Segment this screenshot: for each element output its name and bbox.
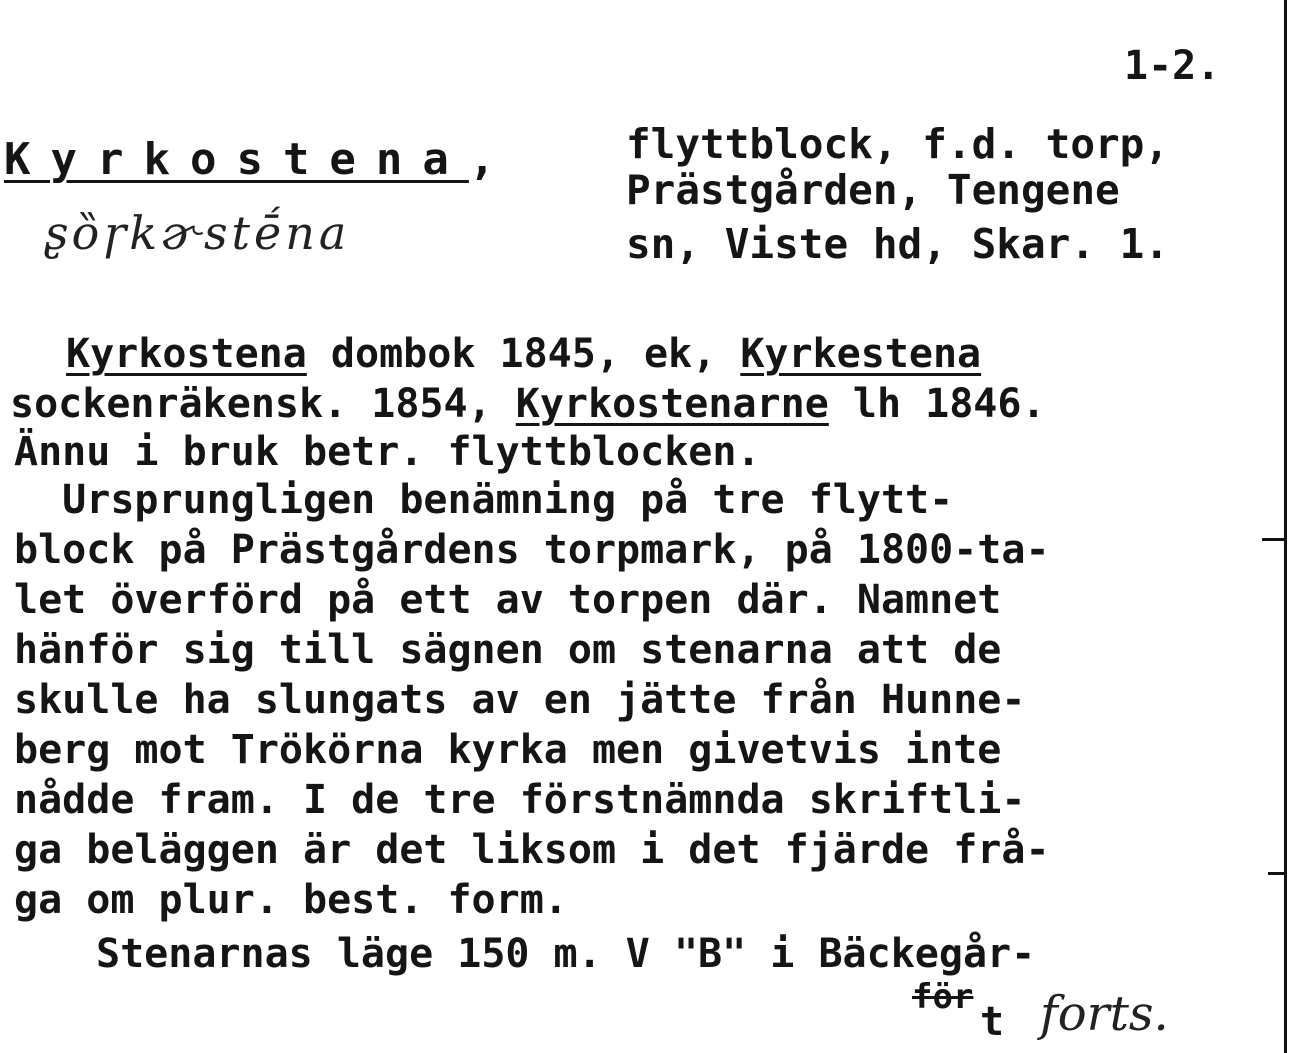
card-right-edge: [1284, 0, 1287, 1053]
attestation-line-2: [10, 381, 1046, 427]
headword-text: Kyrkostena: [4, 134, 469, 185]
body-line-7: berg mot Trökörna kyrka men givetvis inte: [14, 727, 1002, 773]
body-line-2: Ursprungligen benämning på tre flytt-: [14, 477, 954, 523]
body-line-5: hänför sig till sägnen om stenarna att de: [14, 627, 1002, 673]
attested-form-3: Kyrkostenarne: [515, 381, 829, 427]
body-line-10: ga om plur. best. form.: [14, 877, 568, 923]
handwritten-forts: forts.: [1040, 986, 1169, 1042]
attestation-text-3: lh 1846.: [828, 381, 1046, 427]
body-line-8: nådde fram. I de tre förstnämnda skriftli-: [14, 777, 1026, 823]
head-line-1: flyttblock, f.d. torp,: [626, 120, 1170, 168]
handwritten-pronunciation: ʂȍɼkɚstḗna: [44, 206, 351, 260]
body-line-6: skulle ha slungats av en jätte från Hunne-: [14, 677, 1026, 723]
body-line-1: Ännu i bruk betr. flyttblocken.: [14, 429, 761, 475]
struck-word: för: [912, 977, 974, 1017]
attested-form-1: Kyrkostena: [66, 331, 307, 377]
body-line-3: block på Prästgårdens torpmark, på 1800-ta-: [14, 527, 1050, 573]
attested-form-2: Kyrkestena: [740, 331, 982, 377]
head-line-2: Prästgården, Tengene: [626, 166, 1120, 214]
head-line-3: sn, Viste hd, Skar. 1.: [626, 220, 1170, 268]
attestation-text-2: sockenräkensk. 1854,: [10, 381, 516, 427]
edge-tick: [1268, 872, 1287, 875]
headword: [4, 134, 496, 185]
headword-comma: ,: [468, 134, 496, 185]
body-line-4: let överförd på ett av torpen där. Namnet: [14, 577, 1002, 623]
last-line: Stenarnas läge 150 m. V "B" i Bäckegår-: [96, 931, 1036, 977]
body-line-9: ga beläggen är det liksom i det fjärde frå-: [14, 827, 1050, 873]
attestation-text-1: dombok 1845, ek,: [306, 331, 741, 377]
continuation-letter: t: [980, 999, 1005, 1045]
card-number: 1-2.: [1124, 43, 1221, 89]
attestation-line-1: [66, 331, 982, 377]
edge-tick: [1262, 538, 1287, 541]
